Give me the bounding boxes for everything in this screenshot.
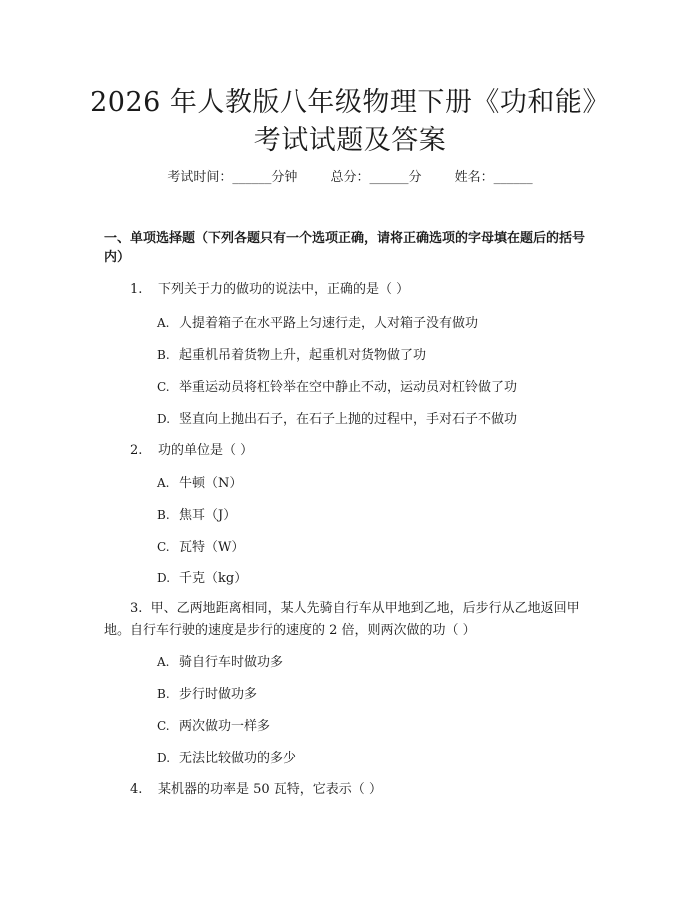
time-blank: ______ — [232, 170, 272, 185]
time-label: 考试时间： — [167, 170, 233, 185]
option-letter: A. — [157, 655, 170, 669]
question-1-option-a — [157, 313, 478, 334]
option-text: 无法比较做功的多少 — [179, 751, 297, 766]
option-letter: A. — [157, 476, 170, 490]
question-number: 4. — [130, 782, 143, 797]
question-text: 某机器的功率是 50 瓦特，它表示（ ） — [158, 782, 382, 797]
option-text: 骑自行车时做功多 — [179, 655, 284, 670]
option-text: 两次做功一样多 — [179, 719, 271, 734]
option-letter: C. — [157, 719, 170, 733]
score-label: 总分： — [330, 170, 370, 185]
option-letter: C. — [157, 540, 170, 554]
question-3-option-d — [157, 748, 296, 769]
option-text: 瓦特（W） — [179, 540, 245, 555]
option-letter: B. — [157, 687, 170, 701]
option-letter: B. — [157, 508, 170, 522]
question-1-option-b — [157, 345, 426, 366]
page-title: 2026 年人教版八年级物理下册《功和能》考试试题及答案 — [90, 87, 610, 156]
option-text: 千克（kg） — [179, 571, 248, 586]
question-1-option-d — [157, 409, 517, 430]
option-letter: A. — [157, 316, 170, 330]
option-letter: D. — [157, 751, 171, 765]
question-1 — [130, 280, 409, 300]
question-2 — [130, 441, 253, 461]
question-4 — [130, 780, 382, 800]
exam-info-line — [0, 168, 700, 188]
question-number: 3. — [130, 601, 143, 616]
question-2-option-b — [157, 505, 236, 526]
question-text: 功的单位是（ ） — [158, 443, 254, 458]
option-text: 人提着箱子在水平路上匀速行走，人对箱子没有做功 — [179, 316, 479, 331]
question-2-option-c — [157, 537, 244, 558]
option-text: 竖直向上抛出石子，在石子上抛的过程中，手对石子不做功 — [179, 412, 518, 427]
question-number: 1. — [130, 282, 143, 297]
option-text: 起重机吊着货物上升，起重机对货物做了功 — [179, 348, 427, 363]
option-letter: C. — [157, 380, 170, 394]
name-blank: ______ — [493, 170, 533, 185]
option-text: 牛顿（N） — [179, 476, 243, 491]
option-letter: D. — [157, 412, 171, 426]
option-letter: B. — [157, 348, 170, 362]
question-3-option-a — [157, 652, 283, 673]
option-letter: D. — [157, 571, 171, 585]
question-text: 甲、乙两地距离相同，某人先骑自行车从甲地到乙地，后步行从乙地返回甲地。自行车行驶的速度是步行的速度的 2 倍，则两次做的功（ ） — [104, 601, 580, 638]
question-text: 下列关于力的做功的说法中，正确的是（ ） — [158, 282, 410, 297]
question-2-option-a — [157, 473, 242, 494]
option-text: 步行时做功多 — [179, 687, 258, 702]
question-number: 2. — [130, 443, 143, 458]
name-label: 姓名： — [454, 170, 494, 185]
section-heading: 一、单项选择题（下列各题只有一个选项正确，请将正确选项的字母填在题后的括号内） — [104, 231, 586, 265]
question-3 — [104, 598, 604, 642]
question-2-option-d — [157, 568, 247, 589]
time-unit: 分钟 — [271, 170, 298, 185]
question-3-option-b — [157, 684, 257, 705]
question-3-option-c — [157, 716, 270, 737]
option-text: 焦耳（J） — [179, 508, 237, 523]
option-text: 举重运动员将杠铃举在空中静止不动，运动员对杠铃做了功 — [179, 380, 518, 395]
score-blank: ______ — [369, 170, 409, 185]
question-1-option-c — [157, 377, 517, 398]
score-unit: 分 — [408, 170, 422, 185]
